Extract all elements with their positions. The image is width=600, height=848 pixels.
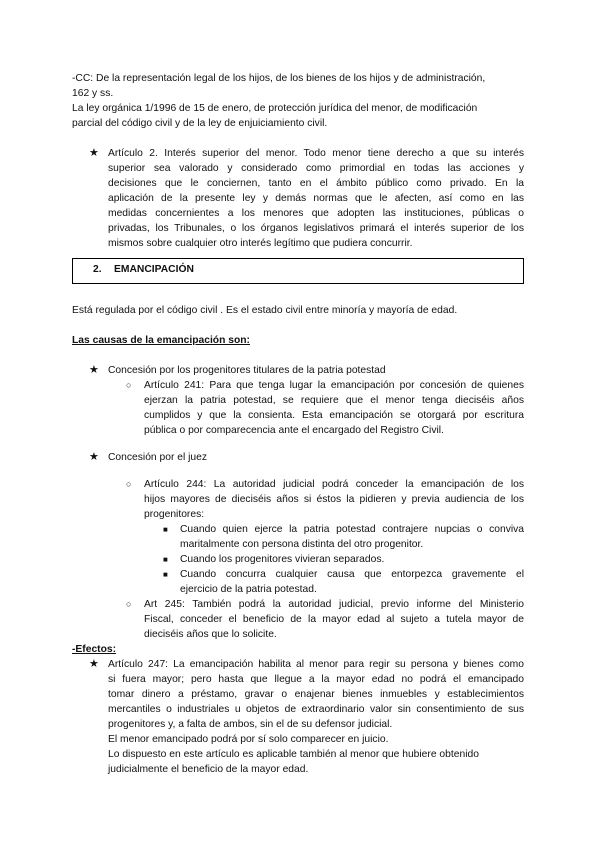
causes-heading: Las causas de la emancipación son: [72, 335, 250, 346]
sub-item-line: Cuando quien ejerce la patria potestad contrajere nupcias o conviva [180, 524, 524, 535]
sub-item-line: ejercicio de la patria potestad. [180, 584, 317, 595]
art247-line: judicialmente el beneficio de la mayor edad. [108, 764, 309, 775]
law-line-1: La ley orgánica 1/1996 de 15 de enero, de protección jurídica del menor, de modificación [72, 103, 478, 114]
art2-line: aplicación de la presente ley y demás normas que le afecten, así como en las [108, 193, 524, 204]
section-heading-box [72, 258, 524, 284]
art244-line: hijos mayores de dieciséis años si éstos la pidieren y previa audiencia de los [144, 494, 524, 505]
star-bullet-icon: ★ [89, 364, 99, 376]
cc-line-1: -CC: De la representación legal de los hijos, de los bienes de los hijos y de administración, [72, 73, 486, 84]
circle-bullet-icon: ○ [126, 479, 132, 489]
art2-line: decisiones que le conciernen, tanto en el ámbito público como privado. En la [108, 178, 524, 189]
effects-heading: -Efectos: [72, 644, 117, 655]
art247-line: Lo dispuesto en este artículo es aplicable también al menor que hubiere obtenido [108, 749, 479, 760]
section-title: EMANCIPACIÓN [114, 264, 194, 275]
art244-line: Artículo 244: La autoridad judicial podrá conceder la emancipación de los [144, 479, 524, 490]
sub-item-line: maritalmente con persona distinta del otro progenitor. [180, 539, 424, 550]
art241-line: pública o por comparecencia ante el encargado del Registro Civil. [144, 425, 444, 436]
circle-bullet-icon: ○ [126, 380, 132, 390]
art247-line: progenitores y, a falta de ambos, sin el de su defensor judicial. [108, 719, 393, 730]
section-number: 2. [93, 264, 102, 275]
art245-line: Art 245: También podrá la autoridad judicial, previo informe del Ministerio [144, 599, 524, 610]
art241-line: ejerzan la patria potestad, se requiere que el menor tenga dieciséis años [144, 395, 524, 406]
sub-item-line: Cuando los progenitores vivieran separados. [180, 554, 385, 565]
sub-item-line: Cuando concurra cualquier causa que entorpezca gravemente el [180, 569, 524, 580]
square-bullet-icon: ■ [163, 525, 168, 534]
art247-line: si fuera mayor; pero hasta que llegue a la mayor edad no podrá el emancipado [108, 674, 524, 685]
square-bullet-icon: ■ [163, 570, 168, 579]
art247-line: tomar dinero a préstamo, gravar o enajenar bienes inmuebles y establecimientos [108, 689, 524, 700]
law-line-2: parcial del código civil y de la ley de enjuiciamiento civil. [72, 118, 328, 129]
star-bullet-icon: ★ [89, 147, 99, 159]
cause1-label: Concesión por los progenitores titulares de la patria potestad [108, 365, 386, 376]
definition-text: Está regulada por el código civil . Es el estado civil entre minoría y mayoría de edad. [72, 305, 458, 316]
circle-bullet-icon: ○ [126, 599, 132, 609]
art244-line: progenitores: [144, 509, 205, 520]
art247-line: Artículo 247: La emancipación habilita al menor para regir su persona y bienes como [108, 659, 524, 670]
art241-line: cumplidos y que la consienta. Esta emancipación se otorgará por escritura [144, 410, 524, 421]
art2-line: superior sea valorado y considerado como primordial en todas las acciones y [108, 163, 524, 174]
art2-line: medidas concernientes a los menores que adopten las instituciones, públicas o [108, 208, 524, 219]
art247-line: El menor emancipado podrá por sí solo comparecer en juicio. [108, 734, 389, 745]
star-bullet-icon: ★ [89, 451, 99, 463]
cc-line-2: 162 y ss. [72, 88, 114, 99]
cause2-label: Concesión por el juez [108, 452, 208, 463]
star-bullet-icon: ★ [89, 658, 99, 670]
art245-line: dieciséis años que lo solicite. [144, 629, 277, 640]
art241-line: Artículo 241: Para que tenga lugar la emancipación por concesión de quienes [144, 380, 524, 391]
art245-line: Fiscal, conceder el beneficio de la mayor edad al sujeto a tutela mayor de [144, 614, 524, 625]
art2-line: Artículo 2. Interés superior del menor. Todo menor tiene derecho a que su interés [108, 148, 524, 159]
art2-line: mismos sobre cualquier otro interés legítimo que pudiera concurrir. [108, 238, 413, 249]
square-bullet-icon: ■ [163, 555, 168, 564]
art247-line: mercantiles o industriales u objetos de extraordinario valor sin consentimiento de sus [108, 704, 524, 715]
art2-line: privadas, los Tribunales, o los órganos legislativos primará el interés superior de los [108, 223, 524, 234]
